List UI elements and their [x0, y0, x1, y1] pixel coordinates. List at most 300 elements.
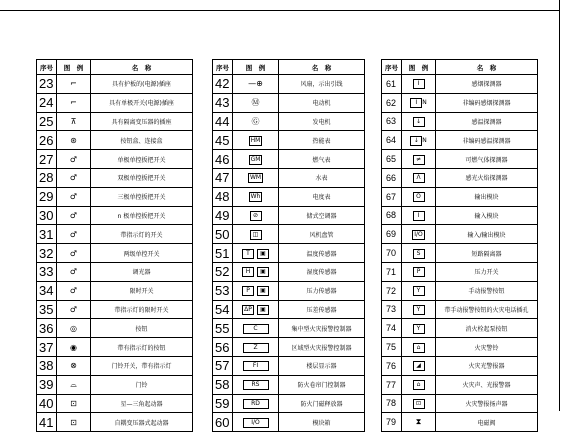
row-number: 35	[37, 300, 57, 319]
legend-symbol-icon	[402, 300, 436, 319]
row-number: 57	[213, 356, 233, 375]
device-name: 消火栓起泵按钮	[436, 319, 538, 338]
row-number: 54	[213, 300, 233, 319]
header-number: 序号	[382, 60, 402, 75]
row-number: 31	[37, 225, 57, 244]
table-row	[382, 93, 538, 112]
table-row	[213, 150, 365, 169]
legend-table-left	[36, 59, 193, 432]
device-name: 短路隔离器	[436, 244, 538, 263]
row-number: 64	[382, 131, 402, 150]
table-row	[382, 131, 538, 150]
legend-symbol-icon	[57, 75, 91, 94]
legend-symbol-icon	[402, 93, 436, 112]
table-row	[213, 244, 365, 263]
legend-table-right	[381, 59, 538, 432]
table-row	[213, 225, 365, 244]
table-row	[382, 394, 538, 413]
device-name: 感光火焰探测器	[436, 168, 538, 187]
table-row	[382, 356, 538, 375]
row-number: 76	[382, 356, 402, 375]
legend-symbol-icon	[57, 93, 91, 112]
legend-symbol-icon	[402, 262, 436, 281]
table-row	[382, 112, 538, 131]
symbol-box-icon: ▣	[257, 305, 269, 315]
header-symbol: 图 例	[402, 60, 436, 75]
symbol-box-icon: ▣	[257, 286, 269, 296]
legend-symbol-icon	[233, 281, 279, 300]
table-row	[213, 168, 365, 187]
device-name: 具有护板的(电源)插座	[91, 75, 193, 94]
device-name: 模块箱	[279, 413, 365, 432]
row-number: 38	[37, 356, 57, 375]
row-number: 42	[213, 75, 233, 94]
table-row	[37, 319, 193, 338]
device-name: 限时开关	[91, 281, 193, 300]
symbol-suffix: N	[422, 136, 427, 144]
table-row	[382, 413, 538, 432]
legend-symbol-icon	[57, 131, 91, 150]
device-name: 门铃开关，带有指示灯	[91, 356, 193, 375]
symbol-box-icon: I/O	[414, 230, 423, 238]
table-row	[382, 281, 538, 300]
device-name: 按钮盒、连接盒	[91, 131, 193, 150]
symbol-glyph-icon: Ⓜ	[251, 98, 260, 108]
row-number: 41	[37, 413, 57, 432]
table-row	[382, 319, 538, 338]
legend-symbol-icon	[233, 262, 279, 281]
symbol-box-icon: RD	[243, 399, 269, 409]
table-row	[37, 356, 193, 375]
symbol-box-icon: ≠	[413, 155, 425, 165]
legend-symbol-icon	[233, 356, 279, 375]
table-row	[37, 225, 193, 244]
row-number: 56	[213, 338, 233, 357]
symbol-box-icon: GM	[250, 155, 261, 163]
device-name: 非编码感烟探测器	[436, 93, 538, 112]
device-name: 感温探测器	[436, 112, 538, 131]
device-name: 区域型火灾报警控制器	[279, 338, 365, 357]
symbol-box-icon: ⊡	[413, 399, 425, 409]
device-name: 温度传感器	[279, 244, 365, 263]
row-number: 29	[37, 187, 57, 206]
table-row	[382, 168, 538, 187]
table-row	[213, 93, 365, 112]
legend-symbol-icon	[402, 112, 436, 131]
device-name: 手动报警按钮	[436, 281, 538, 300]
symbol-glyph-icon: ⌐	[70, 79, 77, 89]
row-number: 23	[37, 75, 57, 94]
device-name: 带有指示灯的按钮	[91, 338, 193, 357]
symbol-glyph-icon: ♂	[69, 173, 78, 183]
table-row	[37, 300, 193, 319]
symbol-box-icon: Wh	[250, 193, 261, 201]
header-name: 名 称	[91, 60, 193, 75]
table-row	[213, 75, 365, 94]
table-row	[213, 262, 365, 281]
symbol-box-icon: C	[243, 324, 269, 334]
table-row	[382, 150, 538, 169]
table-row	[382, 206, 538, 225]
symbol-glyph-icon: ♂	[69, 304, 78, 314]
symbol-box-icon: FI	[243, 361, 269, 371]
table-row	[37, 375, 193, 394]
symbol-box-icon: S	[413, 249, 425, 259]
symbol-glyph-icon: Ⓖ	[251, 116, 260, 126]
symbol-glyph-icon: ⌓	[70, 379, 77, 389]
device-name: 防火卷帘门控制器	[279, 375, 365, 394]
row-number: 43	[213, 93, 233, 112]
table-row	[37, 112, 193, 131]
symbol-glyph-icon: —⊕	[248, 79, 263, 89]
row-number: 48	[213, 187, 233, 206]
legend-table-middle	[212, 59, 365, 432]
legend-symbol-icon	[402, 394, 436, 413]
table-row	[37, 206, 193, 225]
device-name: 风扇，示出引线	[279, 75, 365, 94]
symbol-glyph-icon: ⧗	[415, 417, 422, 427]
legend-symbol-icon	[233, 168, 279, 187]
table-row	[37, 75, 193, 94]
legend-symbol-icon	[233, 375, 279, 394]
legend-symbol-icon	[57, 281, 91, 300]
symbol-box-icon: Y	[413, 286, 425, 296]
row-number: 26	[37, 131, 57, 150]
device-name: 楼层显示器	[279, 356, 365, 375]
row-number: 30	[37, 206, 57, 225]
table-row	[37, 187, 193, 206]
row-number: 75	[382, 338, 402, 357]
device-name: 湿度传感器	[279, 262, 365, 281]
legend-symbol-icon	[233, 150, 279, 169]
row-number: 25	[37, 112, 57, 131]
device-name: 输入/输出模块	[436, 225, 538, 244]
table-row	[213, 319, 365, 338]
row-number: 62	[382, 93, 402, 112]
device-name: 自耦变压器式起动器	[91, 413, 193, 432]
symbol-box-icon: WM	[249, 174, 262, 182]
symbol-box-icon: P	[242, 286, 254, 296]
table-row	[213, 206, 365, 225]
row-number: 46	[213, 150, 233, 169]
legend-symbol-icon	[57, 319, 91, 338]
table-row	[382, 187, 538, 206]
legend-symbol-icon	[402, 413, 436, 432]
legend-symbol-icon	[57, 150, 91, 169]
row-number: 67	[382, 187, 402, 206]
legend-symbol-icon	[402, 225, 436, 244]
symbol-glyph-icon: ♂	[69, 229, 78, 239]
row-number: 53	[213, 281, 233, 300]
symbol-box-icon: HM	[250, 136, 261, 144]
symbol-glyph-icon: ⊡	[70, 398, 77, 408]
drawing-border-right	[559, 0, 560, 411]
row-number: 66	[382, 168, 402, 187]
symbol-box-icon: ◢	[413, 361, 425, 371]
table-row	[37, 394, 193, 413]
symbol-glyph-icon: ⊡	[70, 417, 77, 427]
symbol-box-icon: ▣	[257, 249, 269, 259]
legend-symbol-icon	[233, 75, 279, 94]
table-row	[382, 75, 538, 94]
table-row	[382, 338, 538, 357]
header-number: 序号	[37, 60, 57, 75]
row-number: 72	[382, 281, 402, 300]
legend-symbol-icon	[402, 281, 436, 300]
device-name: 发电机	[279, 112, 365, 131]
symbol-box-icon: I	[413, 79, 425, 89]
symbol-glyph-icon: ◎	[70, 323, 77, 333]
symbol-box-icon: T	[242, 249, 254, 259]
device-name: 输出模块	[436, 187, 538, 206]
row-number: 27	[37, 150, 57, 169]
legend-symbol-icon	[402, 168, 436, 187]
symbol-suffix: N	[422, 99, 427, 107]
legend-symbol-icon	[402, 319, 436, 338]
table-row	[382, 300, 538, 319]
legend-symbol-icon	[233, 413, 279, 432]
legend-symbol-icon	[233, 112, 279, 131]
row-number: 34	[37, 281, 57, 300]
symbol-box-icon: ▣	[257, 267, 269, 277]
symbol-box-icon: P	[413, 267, 425, 277]
device-name: 三极单控扳把开关	[91, 187, 193, 206]
legend-symbol-icon	[402, 338, 436, 357]
table-row	[37, 413, 193, 432]
row-number: 45	[213, 131, 233, 150]
device-name: 带指示灯的限时开关	[91, 300, 193, 319]
row-number: 58	[213, 375, 233, 394]
device-name: 火灾警报扬声器	[436, 394, 538, 413]
row-number: 49	[213, 206, 233, 225]
row-number: 63	[382, 112, 402, 131]
legend-symbol-icon	[233, 131, 279, 150]
symbol-box-icon: Λ	[413, 173, 425, 183]
table-row	[382, 375, 538, 394]
symbol-glyph-icon: ⌐	[70, 98, 77, 108]
header-name: 名 称	[436, 60, 538, 75]
legend-symbol-icon	[57, 356, 91, 375]
symbol-glyph-icon: ♂	[69, 192, 78, 202]
table-row	[37, 93, 193, 112]
legend-symbol-icon	[402, 150, 436, 169]
legend-symbol-icon	[402, 131, 436, 150]
device-name: 防火门磁释放器	[279, 394, 365, 413]
table-row	[37, 150, 193, 169]
row-number: 32	[37, 244, 57, 263]
device-name: 火灾声、光报警器	[436, 375, 538, 394]
symbol-glyph-icon: ⊛	[70, 135, 77, 145]
symbol-box-icon: I	[413, 211, 425, 221]
legend-symbol-icon	[233, 319, 279, 338]
row-number: 51	[213, 244, 233, 263]
symbol-box-icon: ↓	[413, 117, 425, 127]
device-name: 集中型火灾报警控制器	[279, 319, 365, 338]
row-number: 55	[213, 319, 233, 338]
table-row	[382, 225, 538, 244]
legend-symbol-icon	[402, 206, 436, 225]
device-name: 具有单极开关(电源)插座	[91, 93, 193, 112]
device-name: 按钮	[91, 319, 193, 338]
row-number: 50	[213, 225, 233, 244]
device-name: n 极单控扳把开关	[91, 206, 193, 225]
device-name: 两级单控开关	[91, 244, 193, 263]
row-number: 59	[213, 394, 233, 413]
row-number: 79	[382, 413, 402, 432]
legend-symbol-icon	[57, 168, 91, 187]
table-row	[213, 281, 365, 300]
table-row	[213, 394, 365, 413]
legend-symbol-icon	[57, 187, 91, 206]
row-number: 65	[382, 150, 402, 169]
device-name: 火灾光警报器	[436, 356, 538, 375]
symbol-glyph-icon: ♂	[69, 267, 78, 277]
legend-symbol-icon	[402, 244, 436, 263]
symbol-box-icon: ◫	[250, 230, 262, 240]
row-number: 44	[213, 112, 233, 131]
row-number: 39	[37, 375, 57, 394]
device-name: 门铃	[91, 375, 193, 394]
legend-symbol-icon	[57, 394, 91, 413]
legend-symbol-icon	[233, 225, 279, 244]
device-name: 火灾警铃	[436, 338, 538, 357]
row-number: 68	[382, 206, 402, 225]
legend-symbol-icon	[57, 300, 91, 319]
device-name: 输入模块	[436, 206, 538, 225]
row-number: 28	[37, 168, 57, 187]
symbol-glyph-icon: ♂	[69, 210, 78, 220]
symbol-box-icon: ⌂	[413, 343, 425, 353]
device-name: 压差传感器	[279, 300, 365, 319]
symbol-box-icon: ΔP	[242, 305, 254, 315]
symbol-box-icon: Y	[413, 324, 425, 334]
table-row	[37, 244, 193, 263]
symbol-box-icon: Z	[243, 343, 269, 353]
device-name: 燃气表	[279, 150, 365, 169]
legend-symbol-icon	[233, 394, 279, 413]
table-row	[213, 112, 365, 131]
row-number: 37	[37, 338, 57, 357]
row-number: 40	[37, 394, 57, 413]
device-name: 双极单控扳把开关	[91, 168, 193, 187]
device-name: 电度表	[279, 187, 365, 206]
legend-symbol-icon	[233, 93, 279, 112]
header-symbol: 图 例	[233, 60, 279, 75]
table-row	[213, 375, 365, 394]
device-name: 调光器	[91, 262, 193, 281]
table-row	[213, 413, 365, 432]
table-row	[37, 168, 193, 187]
legend-symbol-icon	[402, 375, 436, 394]
row-number: 60	[213, 413, 233, 432]
device-name: 带指示灯的开关	[91, 225, 193, 244]
header-name: 名 称	[279, 60, 365, 75]
row-number: 69	[382, 225, 402, 244]
table-row	[37, 131, 193, 150]
symbol-box-icon: RS	[243, 380, 269, 390]
table-row	[382, 244, 538, 263]
row-number: 47	[213, 168, 233, 187]
row-number: 78	[382, 394, 402, 413]
legend-symbol-icon	[57, 244, 91, 263]
legend-symbol-icon	[57, 112, 91, 131]
legend-symbol-icon	[233, 244, 279, 263]
legend-symbol-icon	[233, 338, 279, 357]
symbol-glyph-icon: ♂	[69, 154, 78, 164]
symbol-box-icon: ⊘	[250, 211, 262, 221]
legend-symbol-icon	[57, 206, 91, 225]
symbol-box-icon: ⌂	[413, 380, 425, 390]
row-number: 77	[382, 375, 402, 394]
legend-symbol-icon	[233, 187, 279, 206]
table-row	[213, 338, 365, 357]
row-number: 61	[382, 75, 402, 94]
symbol-glyph-icon: ⊼	[70, 116, 77, 126]
table-row	[213, 131, 365, 150]
legend-symbol-icon	[402, 187, 436, 206]
device-name: 星—三角起动器	[91, 394, 193, 413]
symbol-glyph-icon: ⊗	[70, 361, 77, 371]
legend-symbol-icon	[402, 356, 436, 375]
device-name: 非编码感温探测器	[436, 131, 538, 150]
device-name: 可燃气体探测器	[436, 150, 538, 169]
symbol-box-icon: I	[410, 98, 422, 108]
symbol-box-icon: I/O	[243, 418, 269, 428]
device-name: 压力传感器	[279, 281, 365, 300]
symbol-box-icon: ↓	[410, 136, 422, 146]
drawing-border-top	[0, 10, 559, 11]
legend-symbol-icon	[57, 413, 91, 432]
symbol-glyph-icon: ♂	[69, 286, 78, 296]
device-name: 电动机	[279, 93, 365, 112]
symbol-glyph-icon: ♂	[69, 248, 78, 258]
legend-symbol-icon	[233, 206, 279, 225]
device-name: 水表	[279, 168, 365, 187]
row-number: 71	[382, 262, 402, 281]
table-row	[382, 262, 538, 281]
table-row	[37, 281, 193, 300]
legend-symbol-icon	[57, 338, 91, 357]
symbol-glyph-icon: ◉	[70, 342, 77, 352]
legend-symbol-icon	[57, 375, 91, 394]
header-symbol: 图 例	[57, 60, 91, 75]
device-name: 带手动报警按钮的火灾电话插孔	[436, 300, 538, 319]
row-number: 70	[382, 244, 402, 263]
legend-symbol-icon	[402, 75, 436, 94]
row-number: 52	[213, 262, 233, 281]
device-name: 储式空调器	[279, 206, 365, 225]
row-number: 33	[37, 262, 57, 281]
device-name: 压力开关	[436, 262, 538, 281]
row-number: 74	[382, 319, 402, 338]
table-row	[37, 338, 193, 357]
table-row	[213, 356, 365, 375]
device-name: 单极单控扳把开关	[91, 150, 193, 169]
symbol-box-icon: H	[242, 267, 254, 277]
row-number: 24	[37, 93, 57, 112]
table-row	[213, 187, 365, 206]
row-number: 73	[382, 300, 402, 319]
symbol-box-icon: Y	[413, 305, 425, 315]
device-name: 感烟探测器	[436, 75, 538, 94]
device-name: 热能表	[279, 131, 365, 150]
device-name: 具有隔离变压器的插座	[91, 112, 193, 131]
symbol-box-icon: O	[413, 192, 425, 202]
table-row	[37, 262, 193, 281]
legend-symbol-icon	[57, 262, 91, 281]
row-number: 36	[37, 319, 57, 338]
table-row	[213, 300, 365, 319]
